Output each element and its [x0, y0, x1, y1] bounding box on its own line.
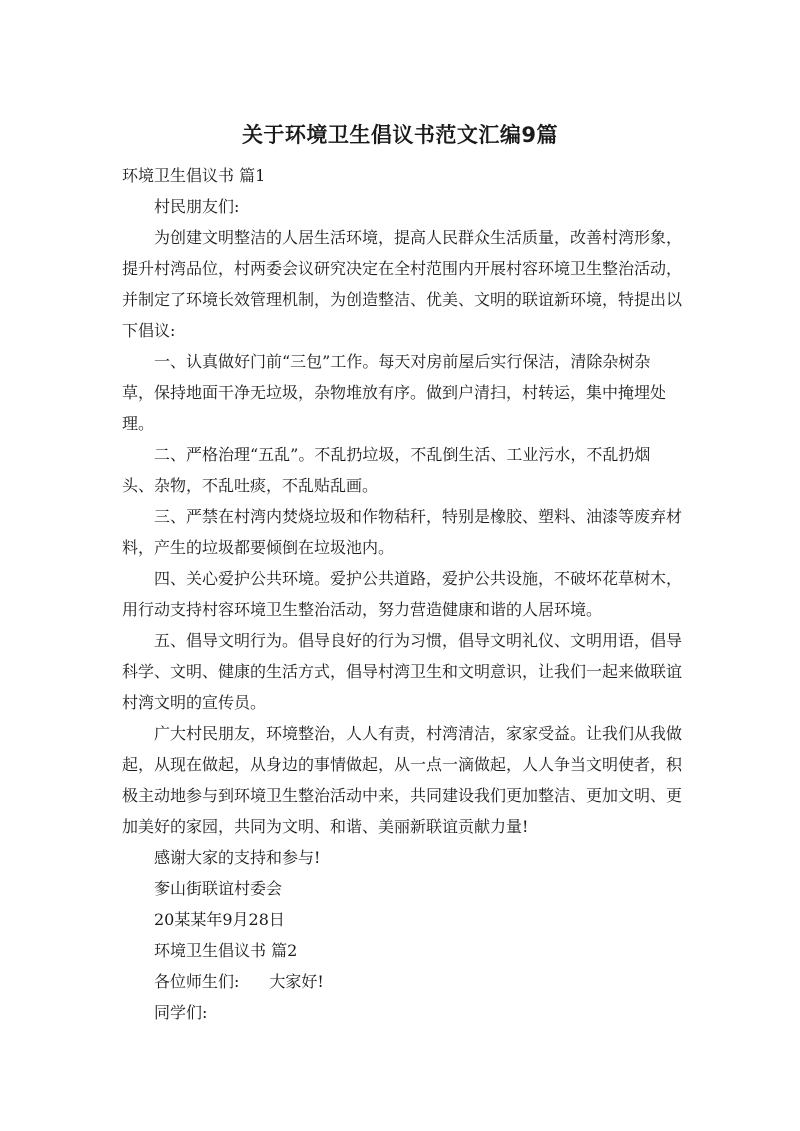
signature-line: 奓山街联谊村委会 [154, 879, 283, 898]
paragraph-item-1: 一、认真做好门前“三包”工作。每天对房前屋后实行保洁，清除杂树杂草，保持地面干净无垃圾，杂物堆放有序。做到户清扫，村转运，集中掩埋处理。 [122, 352, 667, 433]
date-line: 20某某年9月28日 [154, 910, 285, 929]
greeting-teachers: 各位师生们: [154, 972, 240, 991]
section-1-salutation: 村民朋友们: [154, 197, 240, 216]
paragraph-item-5: 五、倡导文明行为。倡导良好的行为习惯，倡导文明礼仪、文明用语，倡导科学、文明、健康的生活方式，倡导村湾卫生和文明意识，让我们一起来做联谊村湾文明的宣传员。 [122, 631, 683, 712]
document-body [122, 160, 682, 1028]
paragraph-closing: 广大村民朋友，环境整治，人人有责，村湾清洁，家家受益。让我们从我做起，从现在做起，从身边的事情做起，从一点一滴做起，人人争当文明使者，积极主动地参与到环境卫生整治活动中来，共同建设我们更加整洁、更加文明、更加美好的家园，共同为文明、和谐、美丽新联谊贡献力量! [122, 724, 683, 836]
paragraph-item-3: 三、严禁在村湾内焚烧垃圾和作物秸秆，特别是橡胶、塑料、油漆等废弃材料，产生的垃圾都要倾倒在垃圾池内。 [122, 507, 683, 557]
document-title: 关于环境卫生倡议书范文汇编9篇 [241, 123, 559, 147]
paragraph-item-2: 二、严格治理“五乱”。不乱扔垃圾，不乱倒生活、工业污水，不乱扔烟头、杂物，不乱吐痰，不乱贴乱画。 [122, 445, 651, 495]
section-1-heading: 环境卫生倡议书 篇1 [122, 166, 266, 185]
section-2-greeting [122, 966, 682, 997]
section-2-salutation: 同学们: [154, 1003, 208, 1022]
section-2-heading: 环境卫生倡议书 篇2 [154, 941, 298, 960]
paragraph-item-4: 四、关心爱护公共环境。爱护公共道路，爱护公共设施，不破坏花草树木，用行动支持村容环境卫生整治活动，努力营造健康和谐的人居环境。 [122, 569, 683, 619]
greeting-hello: 大家好! [269, 972, 324, 991]
thanks-line: 感谢大家的支持和参与! [154, 848, 321, 867]
paragraph-intro: 为创建文明整洁的人居生活环境，提高人民群众生活质量，改善村湾形象，提升村湾品位，村两委会议研究决定在全村范围内开展村容环境卫生整治活动，并制定了环境长效管理机制，为创造整洁、优美、文明的联谊新环境，特提出以下倡议: [122, 228, 683, 340]
